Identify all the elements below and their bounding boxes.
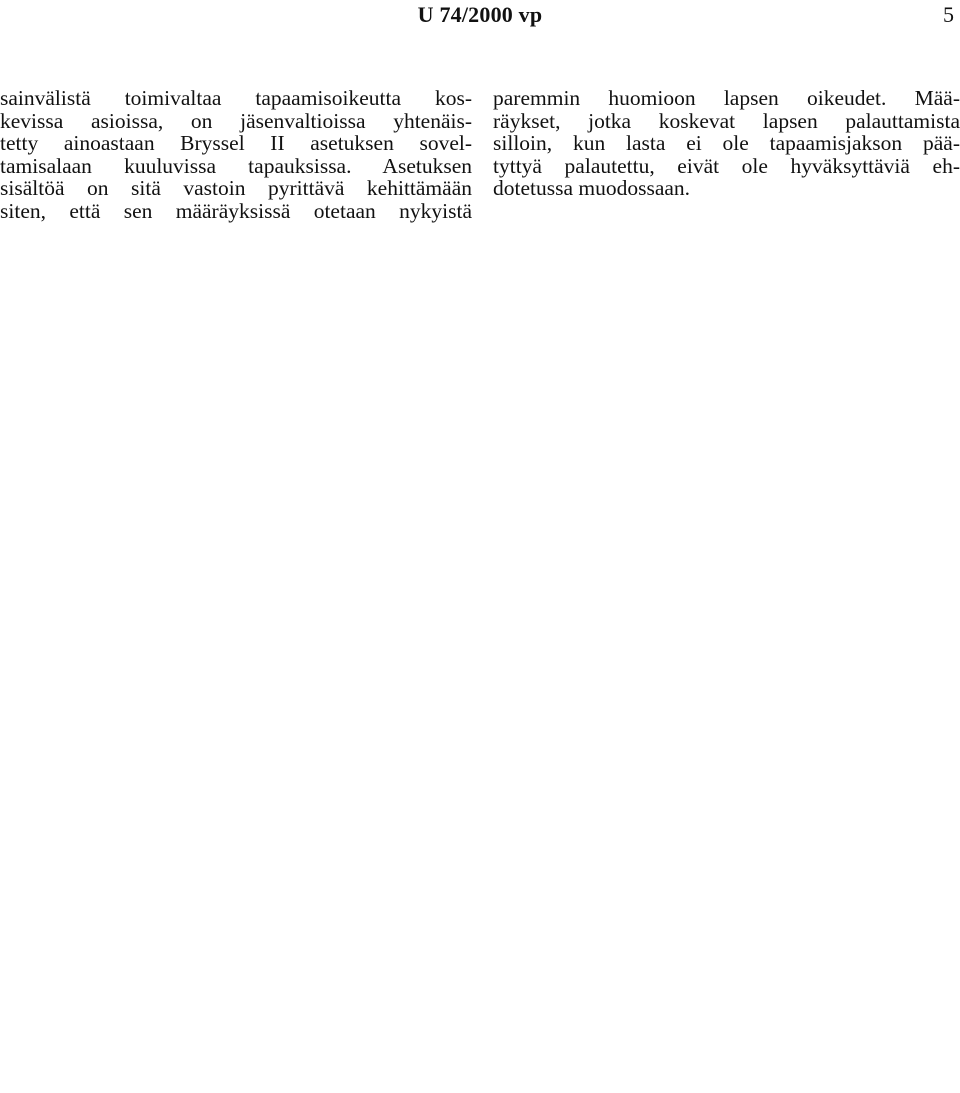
left-text-column <box>0 87 472 223</box>
text-line: tetty ainoastaan Bryssel II asetuksen sovel- <box>0 131 472 156</box>
page-number: 5 <box>943 2 954 27</box>
text-line: siten, että sen määräyksissä otetaan nykyistä <box>0 198 472 223</box>
text-line: tyttyä palautettu, eivät ole hyväksyttäviä eh- <box>493 153 960 178</box>
text-line: paremmin huomioon lapsen oikeudet. Mää- <box>493 86 960 110</box>
text-line: sainvälistä toimivaltaa tapaamisoikeutta kos- <box>0 86 472 110</box>
document-id: U 74/2000 vp <box>417 2 543 27</box>
text-line: silloin, kun lasta ei ole tapaamisjakson pää- <box>493 131 960 156</box>
text-line: sisältöä on sitä vastoin pyrittävä kehittämään <box>0 176 472 201</box>
text-line: tamisalaan kuuluvissa tapauksissa. Asetuksen <box>0 153 472 178</box>
text-line: dotetussa muodossaan. <box>493 176 691 201</box>
text-line: kevissa asioissa, on jäsenvaltioissa yhtenäis- <box>0 108 472 133</box>
right-text-column <box>493 87 960 200</box>
page-header <box>0 2 960 32</box>
text-line: räykset, jotka koskevat lapsen palauttamista <box>493 108 960 133</box>
